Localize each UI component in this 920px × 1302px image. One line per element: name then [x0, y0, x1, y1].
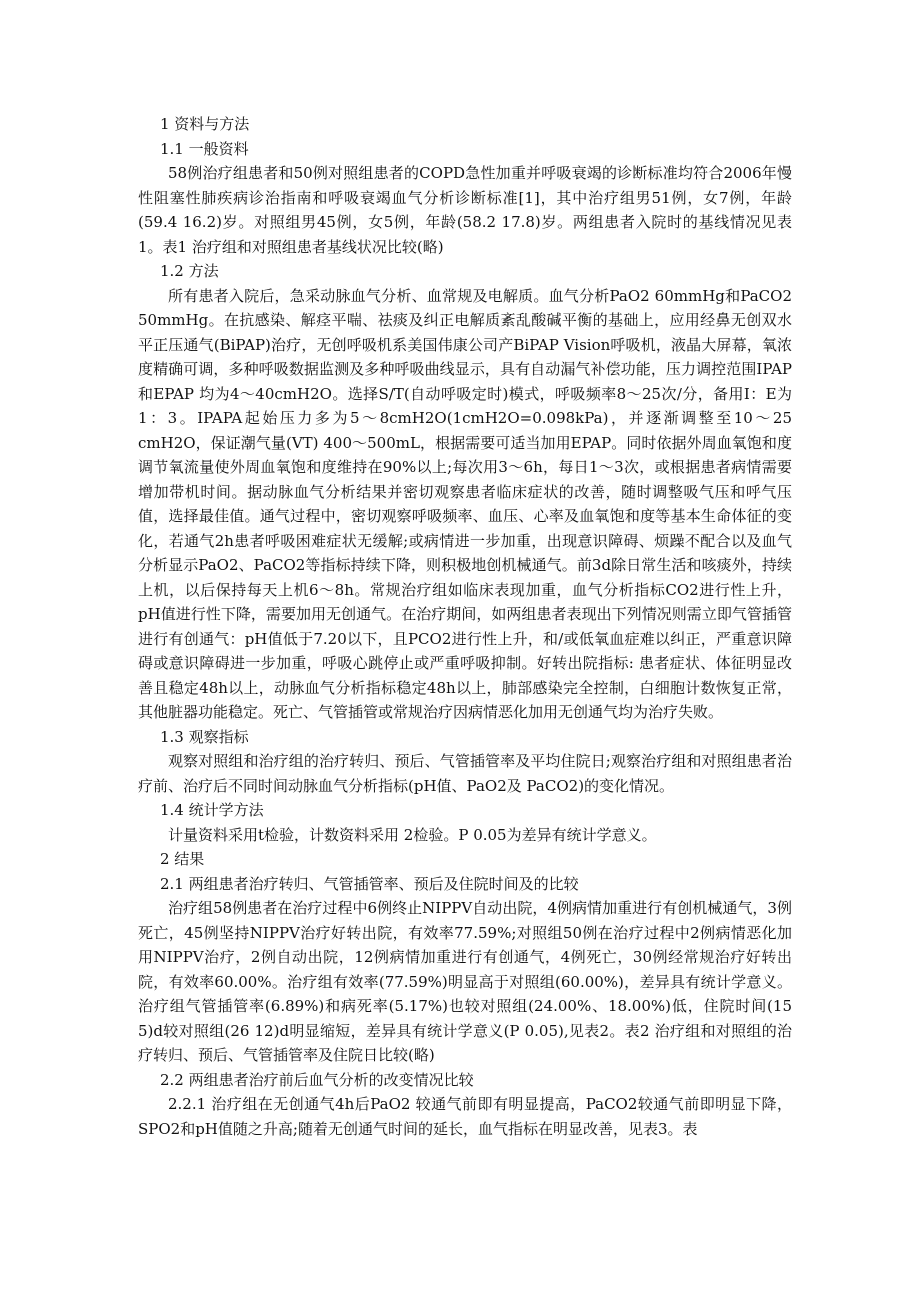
- paragraph-observation: 观察对照组和治疗组的治疗转归、预后、气管插管率及平均住院日;观察治疗组和对照组患者治疗前、治疗后不同时间动脉血气分析指标(pH值、PaO2及 PaCO2)的变化情况。: [138, 752, 792, 795]
- subsection-heading-1-1: 1.1 一般资料: [160, 139, 249, 158]
- subsection-heading-1-2: 1.2 方法: [160, 262, 219, 280]
- section-heading-2: 2 结果: [160, 850, 205, 868]
- subsection-heading-1-3: 1.3 观察指标: [160, 727, 249, 746]
- subsection-heading-2-1: 2.1 两组患者治疗转归、气管插管率、预后及住院时间及的比较: [160, 874, 579, 893]
- paragraph-methods: 所有患者入院后，急采动脉血气分析、血常规及电解质。血气分析PaO2 60mmHg和PaCO2 50mmHg。在抗感染、解痉平喘、祛痰及纠正电解质紊乱酸碱平衡的基础上，应用经鼻无创双水平正压通气(BiPAP)治疗，无创呼吸机系美国伟康公司产BiPAP Vision呼吸机，液晶大屏幕，氧浓度精确可调，多种呼吸数据监测及多种呼吸曲线显示，具有自动漏气补偿功能，压力调控范围IPAP和EPAP 均为4～40cmH2O。选择S/T(自动呼吸定时)模式，呼吸频率8～25次/分，备用I：E为1：3。IPAPA起始压力多为5～8cmH2O(1cmH2O=0.098kPa)，并逐渐调整至10～25 cmH2O，保证潮气量(VT) 400～500mL，根据需要可适当加用EPAP。同时依据外周血氧饱和度调节氧流量使外周血氧饱和度维持在90%以上;每次用3～6h，每日1～3次，或根据患者病情需要增加带机时间。据动脉血气分析结果并密切观察患者临床症状的改善，随时调整吸气压和呼气压值，选择最佳值。通气过程中，密切观察呼吸频率、血压、心率及血氧饱和度等基本生命体征的变化，若通气2h患者呼吸困难症状无缓解;或病情进一步加重，出现意识障碍、烦躁不配合以及血气分析显示PaO2、PaCO2等指标持续下降，则积极地创机械通气。前3d除日常生活和咳痰外，持续上机，以后保持每天上机6～8h。常规治疗组如临床表现加重，血气分析指标CO2进行性上升，pH值进行性下降，需要加用无创通气。在治疗期间，如两组患者表现出下列情况则需立即气管插管进行有创通气：pH值低于7.20以下，且PCO2进行性上升，和/或低氧血症难以纠正，严重意识障碍或意识障碍进一步加重，呼吸心跳停止或严重呼吸抑制。好转出院指标: 患者症状、体征明显改善且稳定48h以上，动脉血气分析指标稳定48h以上，肺部感染完全控制，白细胞计数恢复正常，其他脏器功能稳定。死亡、气管插管或常规治疗因病情恶化加用无创通气均为治疗失败。: [138, 286, 792, 721]
- subsection-heading-1-4: 1.4 统计学方法: [160, 801, 264, 819]
- subsection-heading-2-2: 2.2 两组患者治疗前后血气分析的改变情况比较: [160, 1070, 474, 1089]
- paragraph-results-blood-gas: 2.2.1 治疗组在无创通气4h后PaO2 较通气前即有明显提高，PaCO2较通气前即明显下降，SPO2和pH值随之升高;随着无创通气时间的延长，血气指标在明显改善，见表3。表: [138, 1095, 792, 1138]
- paragraph-general-info: 58例治疗组患者和50例对照组患者的COPD急性加重并呼吸衰竭的诊断标准均符合2006年慢性阻塞性肺疾病诊治指南和呼吸衰竭血气分析诊断标准[1]，其中治疗组男51例，女7例，年龄(59.4 16.2)岁。对照组男45例，女5例，年龄(58.2 17.8)岁。两组患者入院时的基线情况见表1。表1 治疗组和对照组患者基线状况比较(略): [138, 164, 792, 256]
- paragraph-results-outcome: 治疗组58例患者在治疗过程中6例终止NIPPV自动出院，4例病情加重进行有创机械通气，3例死亡，45例坚持NIPPV治疗好转出院，有效率77.59%;对照组50例在治疗过程中2例病情恶化加用NIPPV治疗，2例自动出院，12例病情加重进行有创通气，4例死亡，30例经常规治疗好转出院，有效率60.00%。治疗组有效率(77.59%)明显高于对照组(60.00%)，差异具有统计学意义。治疗组气管插管率(6.89%)和病死率(5.17%)也较对照组(24.00%、18.00%)低，住院时间(15 5)d较对照组(26 12)d明显缩短，差异具有统计学意义(P 0.05),见表2。表2 治疗组和对照组的治疗转归、预后、气管插管率及住院日比较(略): [138, 899, 792, 1064]
- paragraph-statistics: 计量资料采用t检验，计数资料采用 2检验。P 0.05为差异有统计学意义。: [168, 825, 657, 844]
- section-heading-1: 1 资料与方法: [160, 115, 250, 133]
